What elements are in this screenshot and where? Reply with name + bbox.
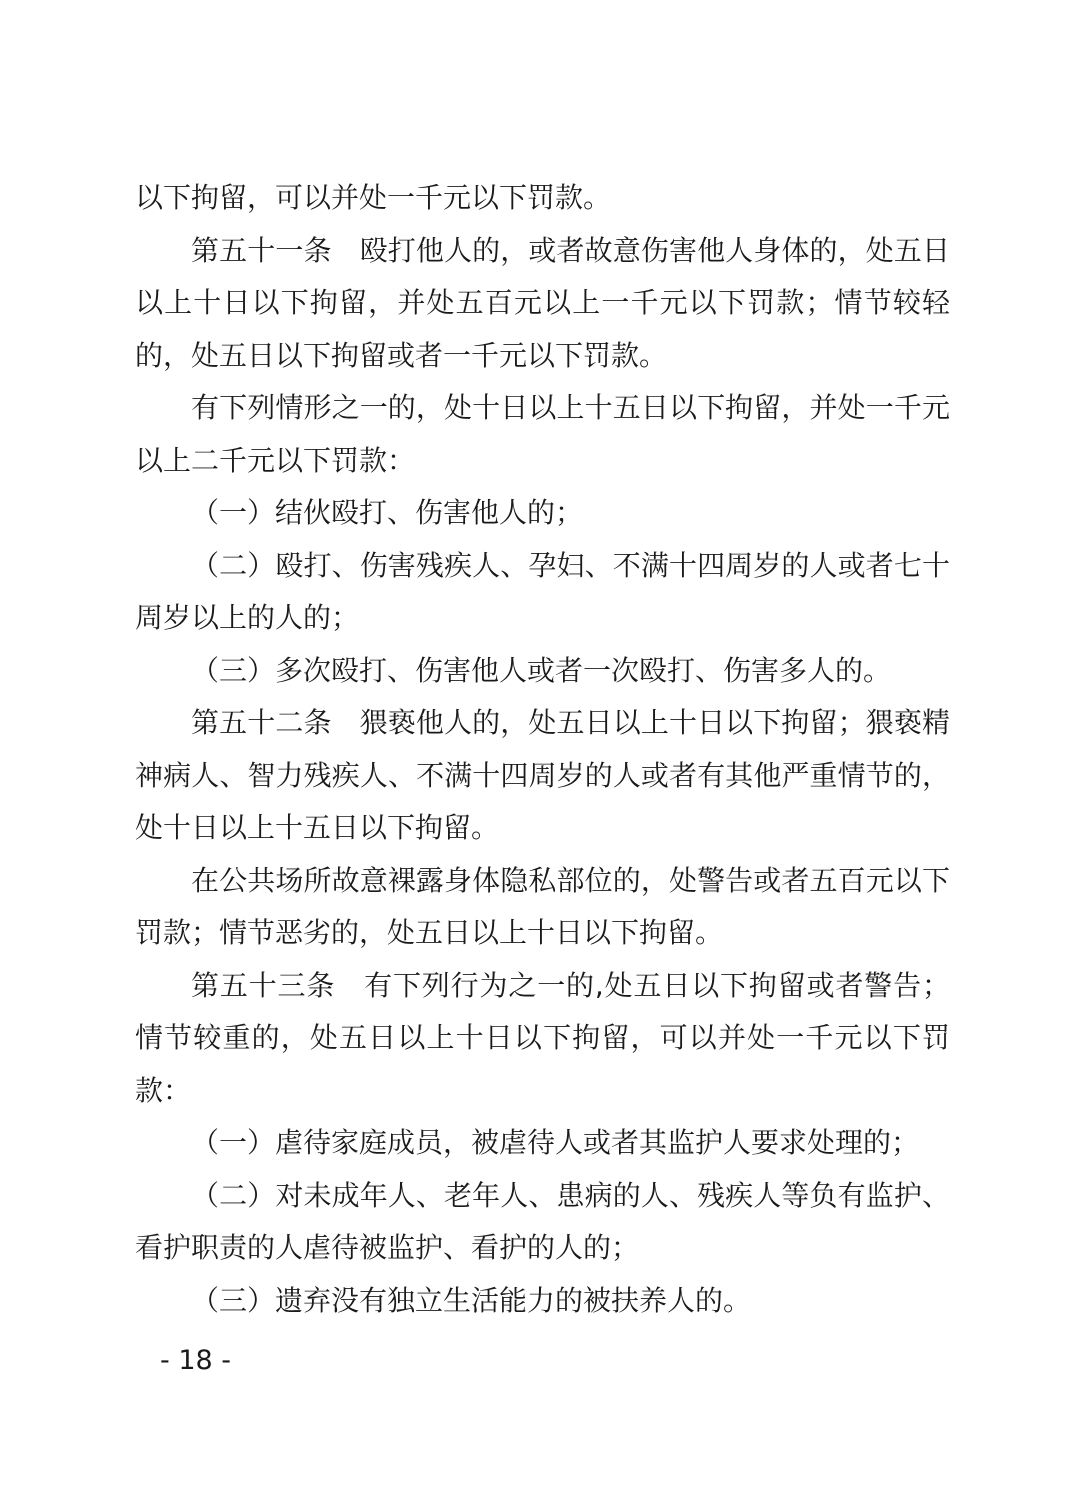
paragraph-1: 以下拘留，可以并处一千元以下罚款。 [135, 181, 612, 214]
paragraph-3: 有下列情形之一的，处十日以上十五日以下拘留，并处一千元以上二千元以下罚款： [135, 391, 950, 477]
paragraph-article-53: 第五十三条 有下列行为之一的,处五日以下拘留或者警告；情节较重的，处五日以上十日以下拘留，可以并处一千元以下罚款： [135, 968, 950, 1107]
body-text [135, 172, 950, 1327]
paragraph-8: 在公共场所故意裸露身体隐私部位的，处警告或者五百元以下罚款；情节恶劣的，处五日以上十日以下拘留。 [135, 863, 950, 949]
list-item-2: （二）殴打、伤害残疾人、孕妇、不满十四周岁的人或者七十周岁以上的人的； [135, 548, 950, 634]
list-item-6: （三）遗弃没有独立生活能力的被扶养人的。 [191, 1283, 752, 1317]
list-item-5: （二）对未成年人、老年人、患病的人、残疾人等负有监护、看护职责的人虐待被监护、看护的人的； [135, 1178, 950, 1264]
paragraph-article-51: 第五十一条 殴打他人的，或者故意伤害他人身体的，处五日以上十日以下拘留，并处五百元以上一千元以下罚款；情节较轻的，处五日以下拘留或者一千元以下罚款。 [135, 233, 950, 372]
paragraph-article-52: 第五十二条 猥亵他人的，处五日以上十日以下拘留；猥亵精神病人、智力残疾人、不满十四周岁的人或者有其他严重情节的，处十日以上十五日以下拘留。 [135, 706, 950, 844]
page-number: - 18 - [160, 1345, 232, 1376]
list-item-3: （三）多次殴打、伤害他人或者一次殴打、伤害多人的。 [191, 653, 892, 687]
list-item-1: （一）结伙殴打、伤害他人的； [191, 496, 584, 529]
list-item-4: （一）虐待家庭成员，被虐待人或者其监护人要求处理的； [191, 1126, 920, 1159]
